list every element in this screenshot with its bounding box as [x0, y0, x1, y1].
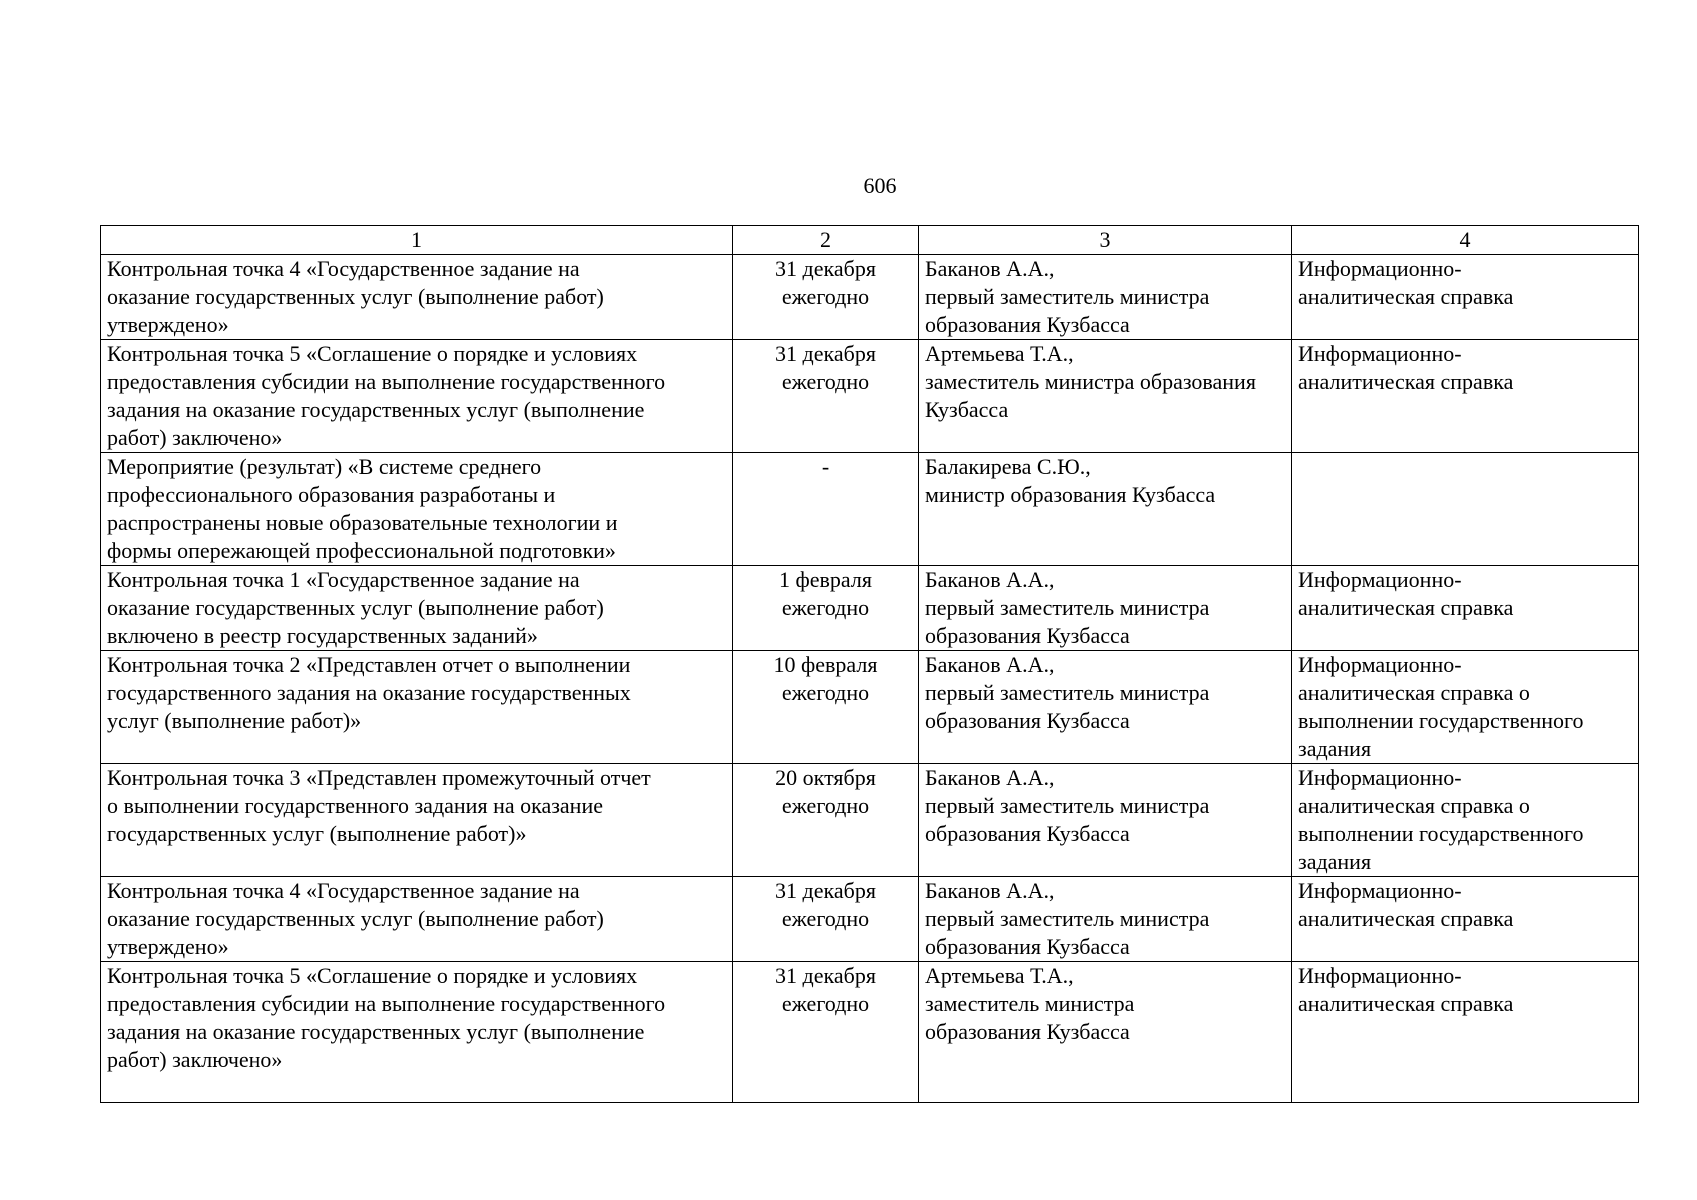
event-cell [101, 651, 733, 764]
cell-text-line: образования Кузбасса [925, 934, 1130, 959]
cell-text-line: Баканов А.А., [925, 878, 1055, 903]
event-cell [101, 877, 733, 962]
cell-text-line: аналитическая справка [1298, 595, 1514, 620]
cell-text-line: Информационно- [1298, 256, 1462, 281]
cell-text-line: Мероприятие (результат) «В системе среднего [107, 454, 542, 479]
table-row [101, 651, 1639, 764]
cell-text-line: Информационно- [1298, 878, 1462, 903]
cell-text-line: Контрольная точка 2 «Представлен отчет о выполнении [107, 652, 631, 677]
cell-text-line: о выполнении государственного задания на оказание [107, 793, 603, 818]
deadline-cell [733, 340, 919, 453]
table-row [101, 566, 1639, 651]
cell-text-line: оказание государственных услуг (выполнение работ) [107, 284, 604, 309]
cell-text-line: Контрольная точка 4 «Государственное задание на [107, 878, 580, 903]
responsible-cell [919, 877, 1292, 962]
cell-text-line: работ) заключено» [107, 425, 283, 450]
cell-text-line: Информационно- [1298, 963, 1462, 988]
cell-text-line: 31 декабря [775, 256, 876, 281]
cell-text-line: Кузбасса [925, 397, 1009, 422]
document-cell [1292, 453, 1639, 566]
cell-text-line: министр образования Кузбасса [925, 482, 1216, 507]
cell-text-line: ежегодно [781, 906, 870, 931]
cell-text-line: аналитическая справка [1298, 906, 1514, 931]
cell-text-line: первый заместитель министра [925, 595, 1210, 620]
cell-text-line: образования Кузбасса [925, 312, 1130, 337]
schedule-table [100, 225, 1639, 1103]
cell-text-line: аналитическая справка [1298, 369, 1514, 394]
cell-text-line: Информационно- [1298, 652, 1462, 677]
deadline-cell [733, 566, 919, 651]
cell-text-line: формы опережающей профессиональной подготовки» [107, 538, 616, 563]
table-row [101, 962, 1639, 1103]
cell-text-line: Контрольная точка 1 «Государственное задание на [107, 567, 580, 592]
cell-text-line: задания [1298, 736, 1372, 761]
cell-text-line: первый заместитель министра [925, 284, 1210, 309]
responsible-cell [919, 651, 1292, 764]
cell-text-line: Контрольная точка 5 «Соглашение о порядке и условиях [107, 341, 638, 366]
cell-text-line: оказание государственных услуг (выполнение работ) [107, 906, 604, 931]
responsible-cell [919, 340, 1292, 453]
document-cell [1292, 764, 1639, 877]
cell-text-line: работ) заключено» [107, 1047, 283, 1072]
cell-text-line: Контрольная точка 5 «Соглашение о порядке и условиях [107, 963, 638, 988]
table-header-row [101, 226, 1639, 255]
cell-text-line: первый заместитель министра [925, 793, 1210, 818]
document-cell [1292, 877, 1639, 962]
event-cell [101, 340, 733, 453]
column-header-2: 2 [733, 226, 919, 255]
cell-text-line: ежегодно [781, 793, 870, 818]
cell-text-line: Баканов А.А., [925, 256, 1055, 281]
table-row [101, 255, 1639, 340]
column-header-4: 4 [1292, 226, 1639, 255]
event-cell [101, 255, 733, 340]
responsible-cell [919, 566, 1292, 651]
responsible-cell [919, 962, 1292, 1103]
cell-text-line: государственных услуг (выполнение работ)» [107, 821, 527, 846]
cell-text-line: утверждено» [107, 312, 229, 337]
cell-text-line: Контрольная точка 4 «Государственное задание на [107, 256, 580, 281]
table-row [101, 453, 1639, 566]
cell-text-line: образования Кузбасса [925, 1019, 1130, 1044]
cell-text-line: задания на оказание государственных услуг (выполнение [107, 397, 645, 422]
cell-text-line: образования Кузбасса [925, 708, 1130, 733]
deadline-cell [733, 651, 919, 764]
cell-text-line: Балакирева С.Ю., [925, 454, 1091, 479]
cell-text-line: аналитическая справка [1298, 284, 1514, 309]
deadline-cell [733, 453, 919, 566]
column-header-1: 1 [101, 226, 733, 255]
cell-text-line: аналитическая справка [1298, 991, 1514, 1016]
cell-text-line: предоставления субсидии на выполнение государственного [107, 369, 666, 394]
cell-text-line: ежегодно [781, 680, 870, 705]
cell-text-line: утверждено» [107, 934, 229, 959]
cell-text-line: ежегодно [781, 991, 870, 1016]
cell-text-line: 20 октября [775, 765, 876, 790]
cell-text-line: Контрольная точка 3 «Представлен промежуточный отчет [107, 765, 651, 790]
cell-text-line: выполнении государственного [1298, 821, 1584, 846]
page-number: 606 [863, 173, 897, 198]
cell-text-line: государственного задания на оказание государственных [107, 680, 631, 705]
deadline-cell [733, 255, 919, 340]
cell-text-line: задания [1298, 849, 1372, 874]
cell-text-line: предоставления субсидии на выполнение государственного [107, 991, 666, 1016]
cell-text-line: Артемьева Т.А., [925, 963, 1074, 988]
cell-text-line: 10 февраля [773, 652, 878, 677]
cell-text-line: аналитическая справка о [1298, 680, 1530, 705]
cell-text-line: распространены новые образовательные технологии и [107, 510, 618, 535]
cell-text-line: образования Кузбасса [925, 821, 1130, 846]
cell-text-line: Баканов А.А., [925, 567, 1055, 592]
event-cell [101, 453, 733, 566]
cell-text-line: ежегодно [781, 369, 870, 394]
event-cell [101, 566, 733, 651]
responsible-cell [919, 255, 1292, 340]
cell-text-line: Информационно- [1298, 765, 1462, 790]
document-cell [1292, 255, 1639, 340]
cell-text-line: выполнении государственного [1298, 708, 1584, 733]
cell-text-line: 31 декабря [775, 963, 876, 988]
document-cell [1292, 340, 1639, 453]
table-row [101, 340, 1639, 453]
cell-text-line: Баканов А.А., [925, 652, 1055, 677]
cell-text-line: ежегодно [781, 284, 870, 309]
cell-text-line: ежегодно [781, 595, 870, 620]
cell-text-line: услуг (выполнение работ)» [107, 708, 362, 733]
cell-text-line: задания на оказание государственных услуг (выполнение [107, 1019, 645, 1044]
document-cell [1292, 651, 1639, 764]
deadline-cell [733, 764, 919, 877]
cell-text-line: заместитель министра [925, 991, 1135, 1016]
cell-text-line: оказание государственных услуг (выполнение работ) [107, 595, 604, 620]
cell-text-line: - [821, 454, 830, 479]
cell-text-line: 31 декабря [775, 878, 876, 903]
cell-text-line: Информационно- [1298, 341, 1462, 366]
responsible-cell [919, 453, 1292, 566]
document-cell [1292, 566, 1639, 651]
cell-text-line: первый заместитель министра [925, 680, 1210, 705]
document-cell [1292, 962, 1639, 1103]
table-row [101, 764, 1639, 877]
cell-text-line: 31 декабря [775, 341, 876, 366]
cell-text-line: заместитель министра образования [925, 369, 1256, 394]
cell-text-line: аналитическая справка о [1298, 793, 1530, 818]
cell-text-line: образования Кузбасса [925, 623, 1130, 648]
cell-text-line: Баканов А.А., [925, 765, 1055, 790]
event-cell [101, 962, 733, 1103]
event-cell [101, 764, 733, 877]
deadline-cell [733, 877, 919, 962]
cell-text-line: Артемьева Т.А., [925, 341, 1074, 366]
cell-text-line: профессионального образования разработаны и [107, 482, 556, 507]
cell-text-line: Информационно- [1298, 567, 1462, 592]
deadline-cell [733, 962, 919, 1103]
table-body [101, 226, 1639, 1103]
cell-text-line: 1 февраля [779, 567, 872, 592]
column-header-3: 3 [919, 226, 1292, 255]
cell-text-line: включено в реестр государственных заданий» [107, 623, 538, 648]
responsible-cell [919, 764, 1292, 877]
cell-text-line: первый заместитель министра [925, 906, 1210, 931]
table-row [101, 877, 1639, 962]
